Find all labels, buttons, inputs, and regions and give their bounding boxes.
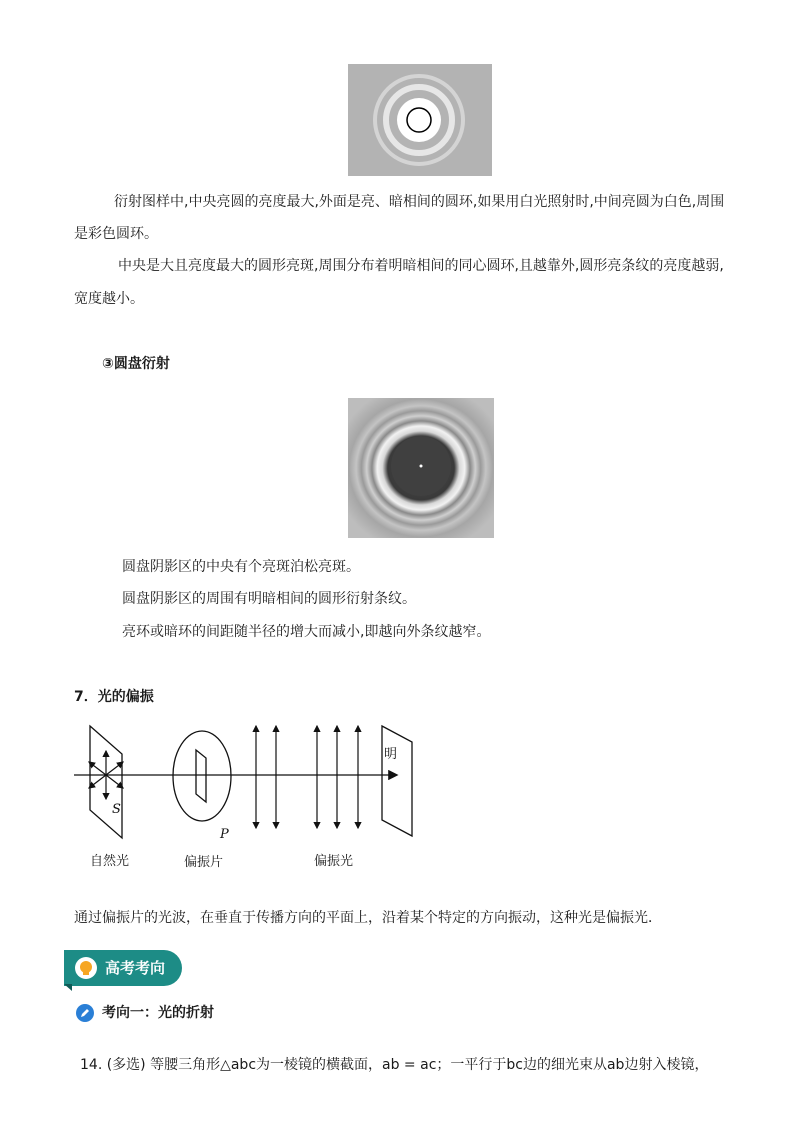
label-p: P — [220, 827, 229, 842]
polarizer-slit — [196, 750, 206, 802]
disk-diffraction-image — [348, 398, 494, 538]
aperture-paragraph-2-line-2: 宽度越小。 — [74, 291, 144, 307]
polarized-vibrations — [256, 726, 358, 828]
disk-line-1: 圆盘阴影区的中央有个亮斑泊松亮斑。 — [122, 559, 360, 575]
screen-plane — [382, 726, 412, 836]
question-14: 14. (多选) 等腰三角形△abc为一棱镜的横截面，ab = ac；一平行于bc边的细光束从ab边射入棱镜， — [80, 1057, 709, 1073]
caption-polarized-light: 偏振光 — [314, 854, 354, 869]
polarization-heading — [74, 681, 154, 713]
disk-line-2: 圆盘阴影区的周围有明暗相间的圆形衍射条纹。 — [122, 591, 416, 607]
aperture-paragraph-2-line-1: 中央是大且亮度最大的圆形亮斑,周围分布着明暗相间的同心圆环,且越靠外,圆形亮条纹的亮度越弱, — [118, 258, 724, 274]
polarization-heading-number: 7． — [74, 689, 98, 705]
caption-natural-light: 自然光 — [90, 854, 130, 869]
exam-topic-label: 考向一：光的折射 — [102, 1005, 214, 1021]
polarizer-ellipse — [173, 731, 231, 821]
aperture-paragraph-1-line-1: 衍射图样中,中央亮圆的亮度最大,外面是亮、暗相间的圆环,如果用白光照射时,中间亮圆为白色,周围 — [114, 194, 725, 210]
central-aperture-outline — [407, 108, 431, 132]
disk-line-3: 亮环或暗环的间距随半径的增大而减小,即越向外条纹越窄。 — [122, 624, 491, 640]
aperture-paragraph-1-line-2: 是彩色圆环。 — [74, 226, 158, 242]
label-bright: 明 — [384, 747, 398, 762]
polarization-diagram — [70, 718, 430, 872]
disk-diffraction-heading: ③圆盘衍射 — [102, 356, 170, 372]
poisson-spot — [420, 465, 423, 468]
badge-tail — [64, 984, 72, 991]
aperture-diffraction-image — [348, 64, 492, 176]
lightbulb-icon — [75, 957, 97, 979]
exam-badge-label: 高考考向 — [105, 959, 166, 977]
label-s: S — [112, 802, 121, 817]
caption-polarizer: 偏振片 — [184, 855, 224, 870]
pen-icon — [76, 1004, 94, 1022]
polarization-heading-text: 光的偏振 — [97, 689, 154, 705]
polarization-definition: 通过偏振片的光波，在垂直于传播方向的平面上，沿着某个特定的方向振动，这种光是偏振光． — [74, 910, 662, 926]
